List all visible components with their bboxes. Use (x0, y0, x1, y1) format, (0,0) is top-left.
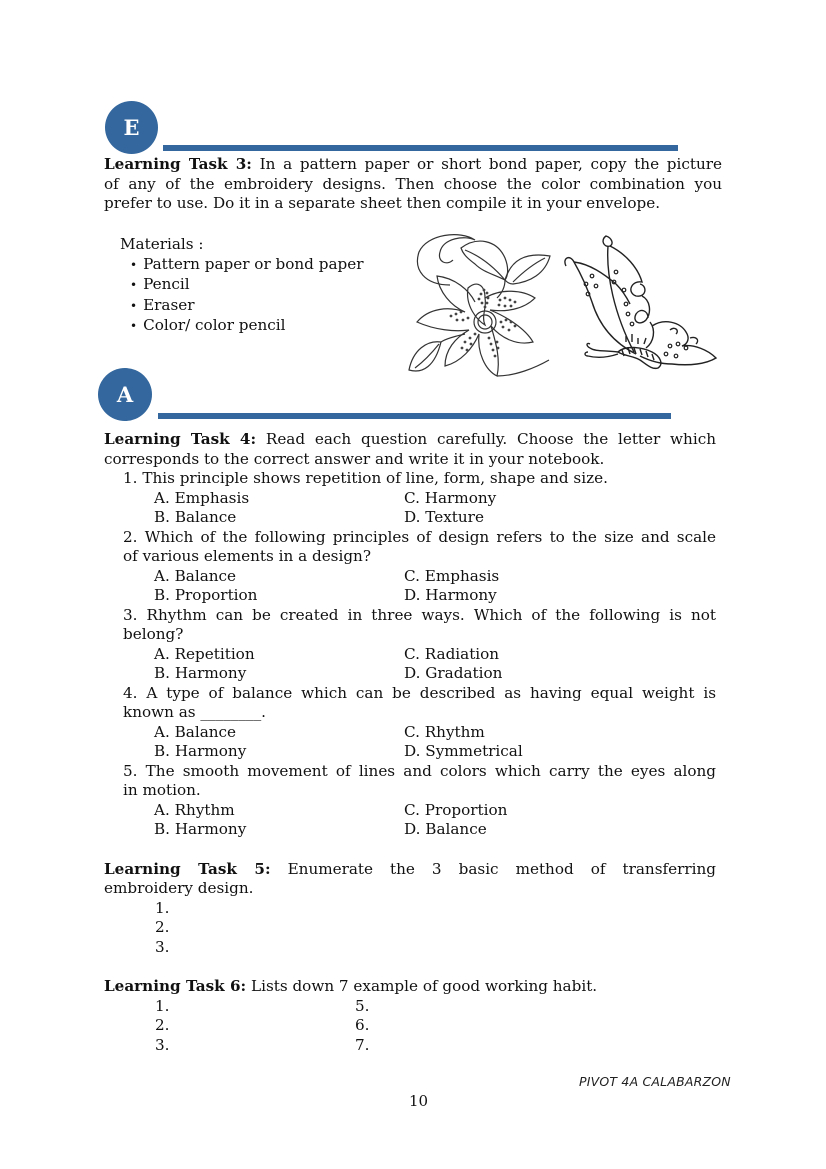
material-item: • Pattern paper or bond paper (130, 255, 363, 276)
choice-a: A. Balance (154, 567, 237, 585)
learning-task-4-intro (104, 430, 716, 469)
choice-b: B. Harmony (154, 664, 247, 682)
answer-blank: 2. (155, 918, 170, 936)
answer-blank: 7. (355, 1036, 370, 1054)
task-3-line: of any of the embroidery designs. Then choose the color combination you (104, 174, 722, 193)
task-3-label: Learning Task 3: (104, 155, 252, 173)
answer-blank: 2. (155, 1016, 170, 1034)
question-text: known as ________. (123, 703, 266, 721)
choice-d: D. Balance (404, 820, 487, 838)
question-text: belong? (123, 625, 184, 643)
question-text: in motion. (123, 781, 201, 799)
choice-c: C. Proportion (404, 801, 508, 819)
task-6-label: Learning Task 6: (104, 977, 247, 995)
choice-d: D. Symmetrical (404, 742, 523, 760)
materials-title: Materials : (120, 235, 204, 253)
answer-blank: 1. (155, 899, 170, 917)
task-6-text: Lists down 7 example of good working habit. (246, 977, 598, 995)
choice-d: D. Gradation (404, 664, 503, 682)
answer-blank: 3. (155, 1036, 170, 1054)
section-a-rule (158, 413, 671, 419)
embroidery-flower-illustration (405, 230, 555, 382)
material-item: • Pencil (130, 275, 363, 296)
choice-c: C. Radiation (404, 645, 500, 663)
answer-blank: 1. (155, 997, 170, 1015)
choice-d: D. Harmony (404, 586, 497, 604)
question-text: 5. The smooth movement of lines and colors which carry the eyes along (123, 762, 716, 780)
task-3-line: prefer to use. Do it in a separate sheet then compile it in your envelope. (104, 194, 661, 213)
task-5-line: Enumerate the 3 basic method of transferring (270, 860, 716, 878)
choice-d: D. Texture (404, 508, 484, 526)
learning-task-3 (104, 155, 722, 214)
material-item: • Eraser (130, 296, 363, 317)
choice-a: A. Repetition (154, 645, 255, 663)
answer-blank: 6. (355, 1016, 370, 1034)
question-text: 2. Which of the following principles of design refers to the size and scale (123, 528, 716, 546)
materials-list (120, 235, 363, 337)
material-item: • Color/ color pencil (130, 316, 363, 337)
choice-a: A. Emphasis (154, 489, 250, 507)
choice-c: C. Harmony (404, 489, 497, 507)
question-text: 4. A type of balance which can be described as having equal weight is (123, 684, 716, 702)
question-text: 1. This principle shows repetition of line, form, shape and size. (123, 469, 608, 487)
choice-a: A. Balance (154, 723, 237, 741)
footer-brand: PIVOT 4A CALABARZON (579, 1074, 731, 1089)
choice-b: B. Harmony (154, 820, 247, 838)
choice-a: A. Rhythm (154, 801, 235, 819)
answer-blank: 5. (355, 997, 370, 1015)
task-4-line: corresponds to the correct answer and write it in your notebook. (104, 449, 605, 468)
embroidery-butterfly-illustration (560, 234, 720, 379)
task-3-line: In a pattern paper or short bond paper, copy the picture (251, 155, 722, 173)
section-a-badge: A (98, 368, 152, 421)
section-e-badge: E (105, 101, 158, 154)
choice-b: B. Harmony (154, 742, 247, 760)
answer-blank: 3. (155, 938, 170, 956)
section-e-rule (163, 145, 678, 151)
choice-c: C. Rhythm (404, 723, 485, 741)
question-text: of various elements in a design? (123, 547, 371, 565)
choice-c: C. Emphasis (404, 567, 500, 585)
task-5-line: embroidery design. (104, 879, 254, 897)
choice-b: B. Proportion (154, 586, 258, 604)
task-5-label: Learning Task 5: (104, 860, 271, 878)
task-4-line: Read each question carefully. Choose the letter which (256, 430, 716, 448)
task-4-label: Learning Task 4: (104, 430, 257, 448)
question-text: 3. Rhythm can be created in three ways. Which of the following is not (123, 606, 716, 624)
choice-b: B. Balance (154, 508, 237, 526)
page-number: 10 (409, 1092, 429, 1110)
